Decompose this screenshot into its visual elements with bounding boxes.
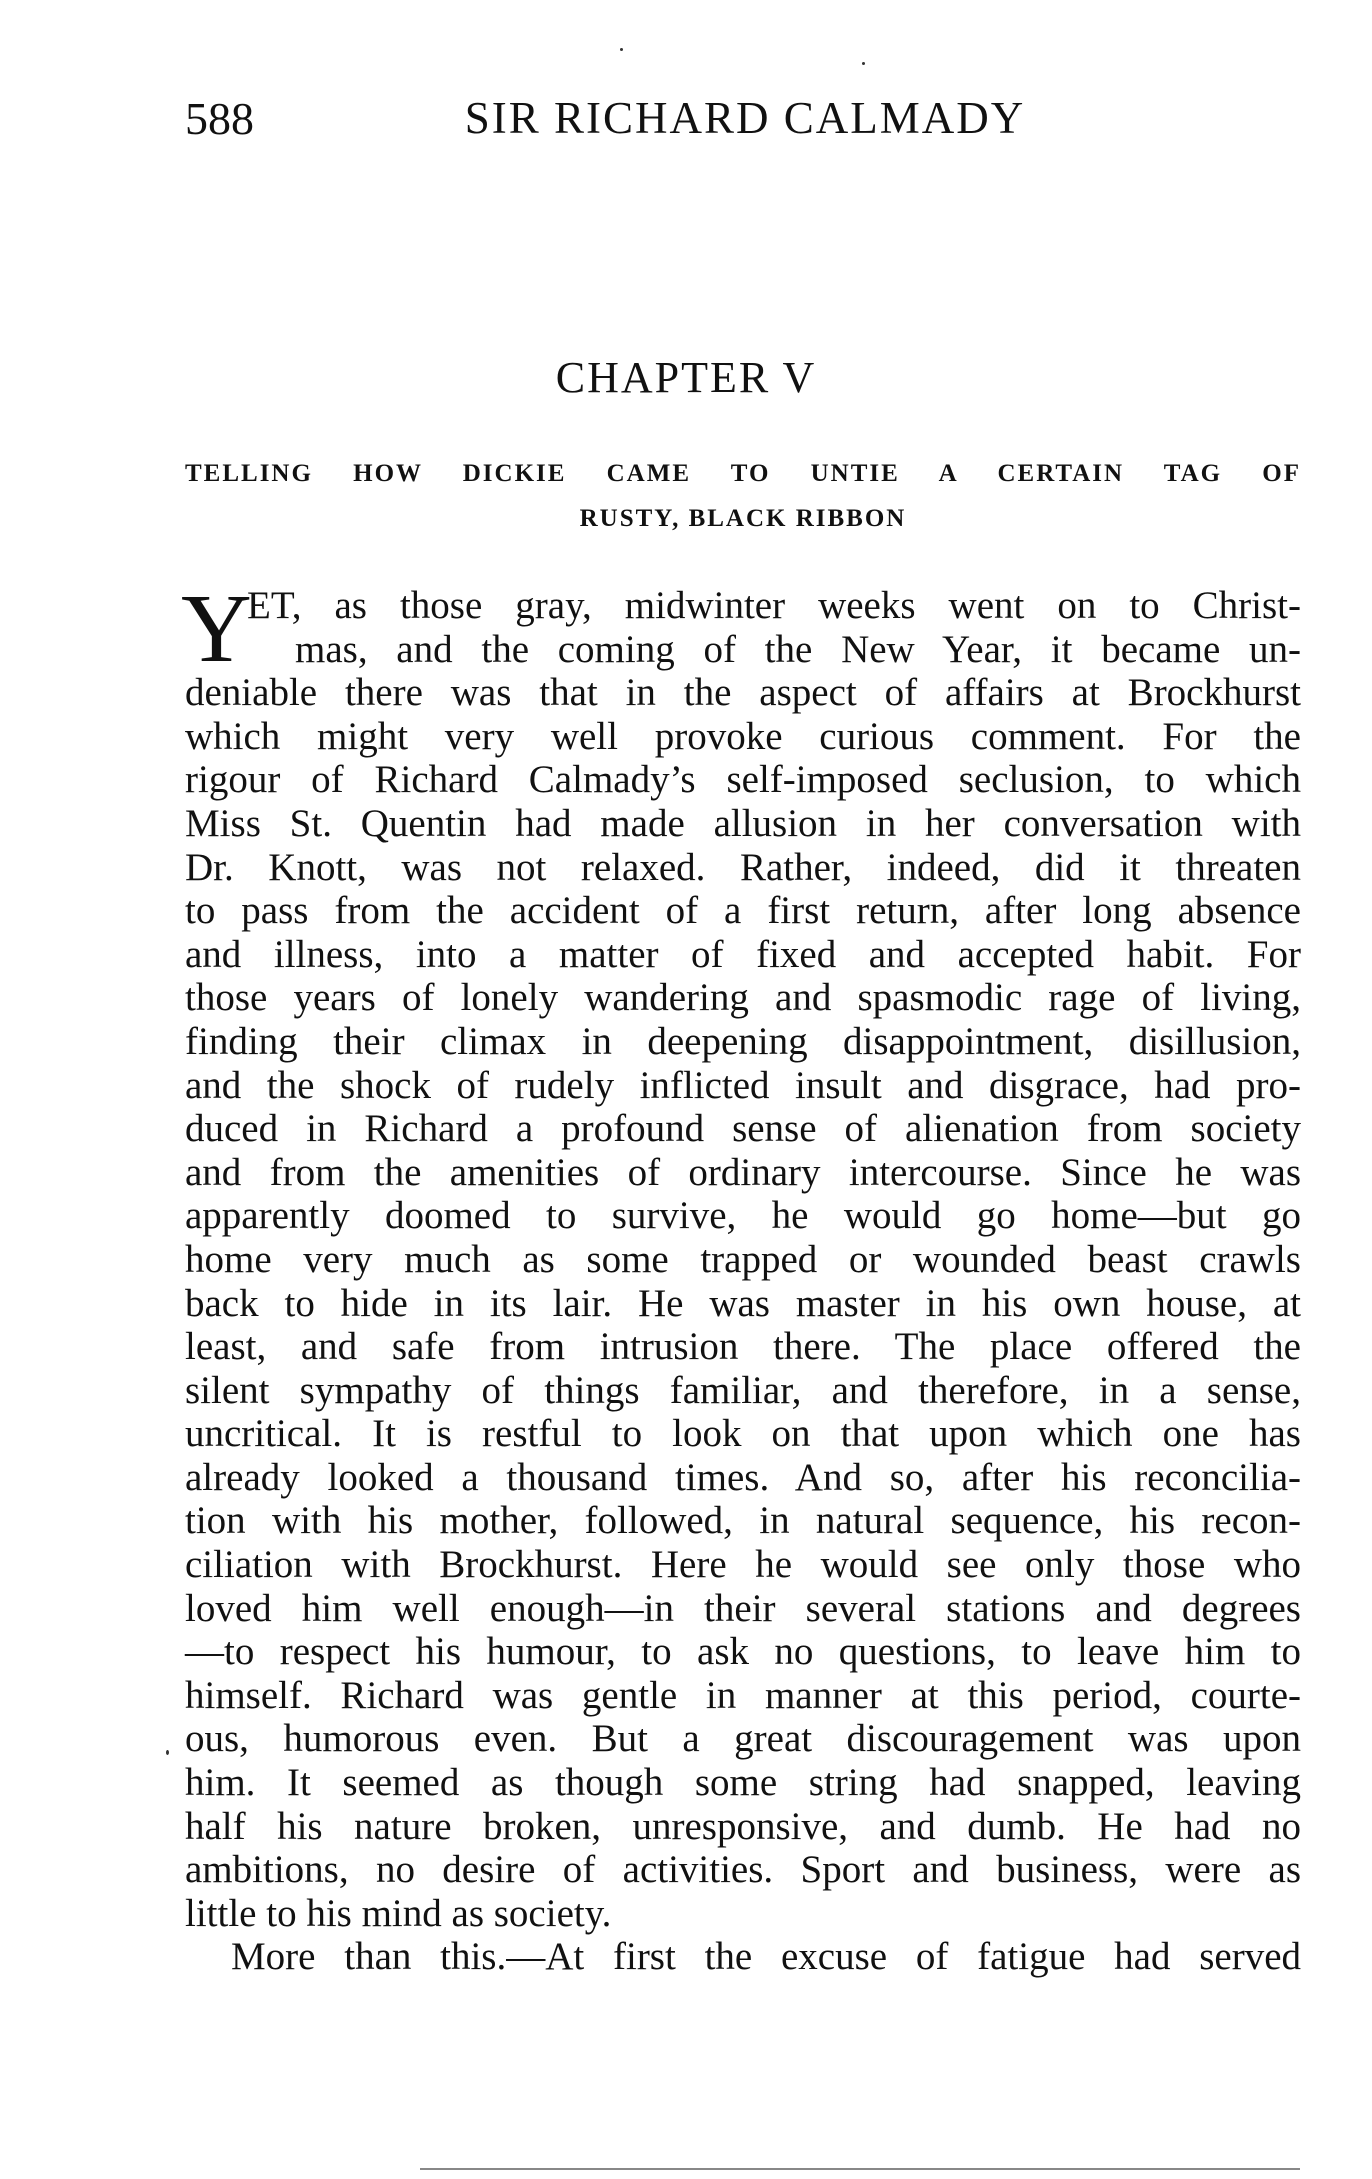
text-line: —to respect his humour, to ask no questions, to leave him to bbox=[185, 1630, 1301, 1674]
body-text bbox=[181, 575, 1301, 1979]
text-line: little to his mind as society. bbox=[185, 1891, 612, 1935]
drop-cap: Y bbox=[181, 575, 252, 683]
text-line: silent sympathy of things familiar, and therefore, in a sense, bbox=[185, 1368, 1301, 1412]
text-line: ET, as those gray, midwinter weeks went on to Christ- bbox=[247, 584, 1301, 627]
text-line: ambitions, no desire of activities. Sport and business, were as bbox=[185, 1848, 1301, 1892]
text-line: and illness, into a matter of fixed and accepted habit. For bbox=[185, 932, 1301, 976]
text-line: rigour of Richard Calmady’s self-imposed seclusion, to which bbox=[185, 758, 1301, 802]
text-line: himself. Richard was gentle in manner at this period, courte- bbox=[185, 1673, 1301, 1717]
text-line: already looked a thousand times. And so, after his reconcilia- bbox=[185, 1455, 1301, 1499]
text-line: ciliation with Brockhurst. Here he would see only those who bbox=[185, 1543, 1301, 1587]
text-line: to pass from the accident of a first return, after long absence bbox=[185, 889, 1301, 933]
text-line: duced in Richard a profound sense of alienation from society bbox=[185, 1107, 1301, 1151]
text-line: back to hide in its lair. He was master in his own house, at bbox=[185, 1281, 1301, 1325]
page-number: 588 bbox=[185, 93, 254, 144]
text-line: least, and safe from intrusion there. The place offered the bbox=[185, 1325, 1301, 1369]
text-line: deniable there was that in the aspect of affairs at Brockhurst bbox=[185, 671, 1301, 715]
text-line: home very much as some trapped or wounded beast crawls bbox=[185, 1237, 1301, 1281]
chapter-subtitle-line: TELLING HOW DICKIE CAME TO UNTIE A CERTAIN TAG OF bbox=[185, 460, 1301, 487]
text-line: finding their climax in deepening disappointment, disillusion, bbox=[185, 1019, 1301, 1063]
text-line: More than this.—At first the excuse of fatigue had served bbox=[231, 1935, 1301, 1979]
text-line: Dr. Knott, was not relaxed. Rather, indeed, did it threaten bbox=[185, 845, 1301, 889]
text-line: half his nature broken, unresponsive, and dumb. He had no bbox=[185, 1804, 1301, 1848]
scan-speck bbox=[166, 1750, 169, 1755]
scan-speck bbox=[862, 62, 865, 65]
text-line: Miss St. Quentin had made allusion in her conversation with bbox=[185, 801, 1301, 845]
text-line: ous, humorous even. But a great discouragement was upon bbox=[185, 1717, 1301, 1761]
text-line: apparently doomed to survive, he would go home—but go bbox=[185, 1194, 1301, 1238]
text-line: tion with his mother, followed, in natural sequence, his recon- bbox=[185, 1499, 1301, 1543]
text-line: and from the amenities of ordinary intercourse. Since he was bbox=[185, 1150, 1301, 1194]
chapter-subtitle-line: RUSTY, BLACK RIBBON bbox=[579, 505, 907, 532]
text-line: which might very well provoke curious comment. For the bbox=[185, 714, 1301, 758]
text-line: and the shock of rudely inflicted insult and disgrace, had pro- bbox=[185, 1063, 1301, 1107]
text-line: uncritical. It is restful to look on that upon which one has bbox=[185, 1412, 1301, 1456]
text-line: mas, and the coming of the New Year, it became un- bbox=[295, 627, 1301, 671]
text-line: those years of lonely wandering and spasmodic rage of living, bbox=[185, 976, 1301, 1020]
running-title: SIR RICHARD CALMADY bbox=[464, 93, 1026, 143]
text-line: loved him well enough—in their several stations and degrees bbox=[185, 1586, 1301, 1630]
page-edge-line bbox=[420, 2168, 1300, 2170]
chapter-title: CHAPTER V bbox=[555, 353, 817, 402]
scan-speck bbox=[620, 48, 623, 51]
text-line: him. It seemed as though some string had snapped, leaving bbox=[185, 1761, 1301, 1805]
